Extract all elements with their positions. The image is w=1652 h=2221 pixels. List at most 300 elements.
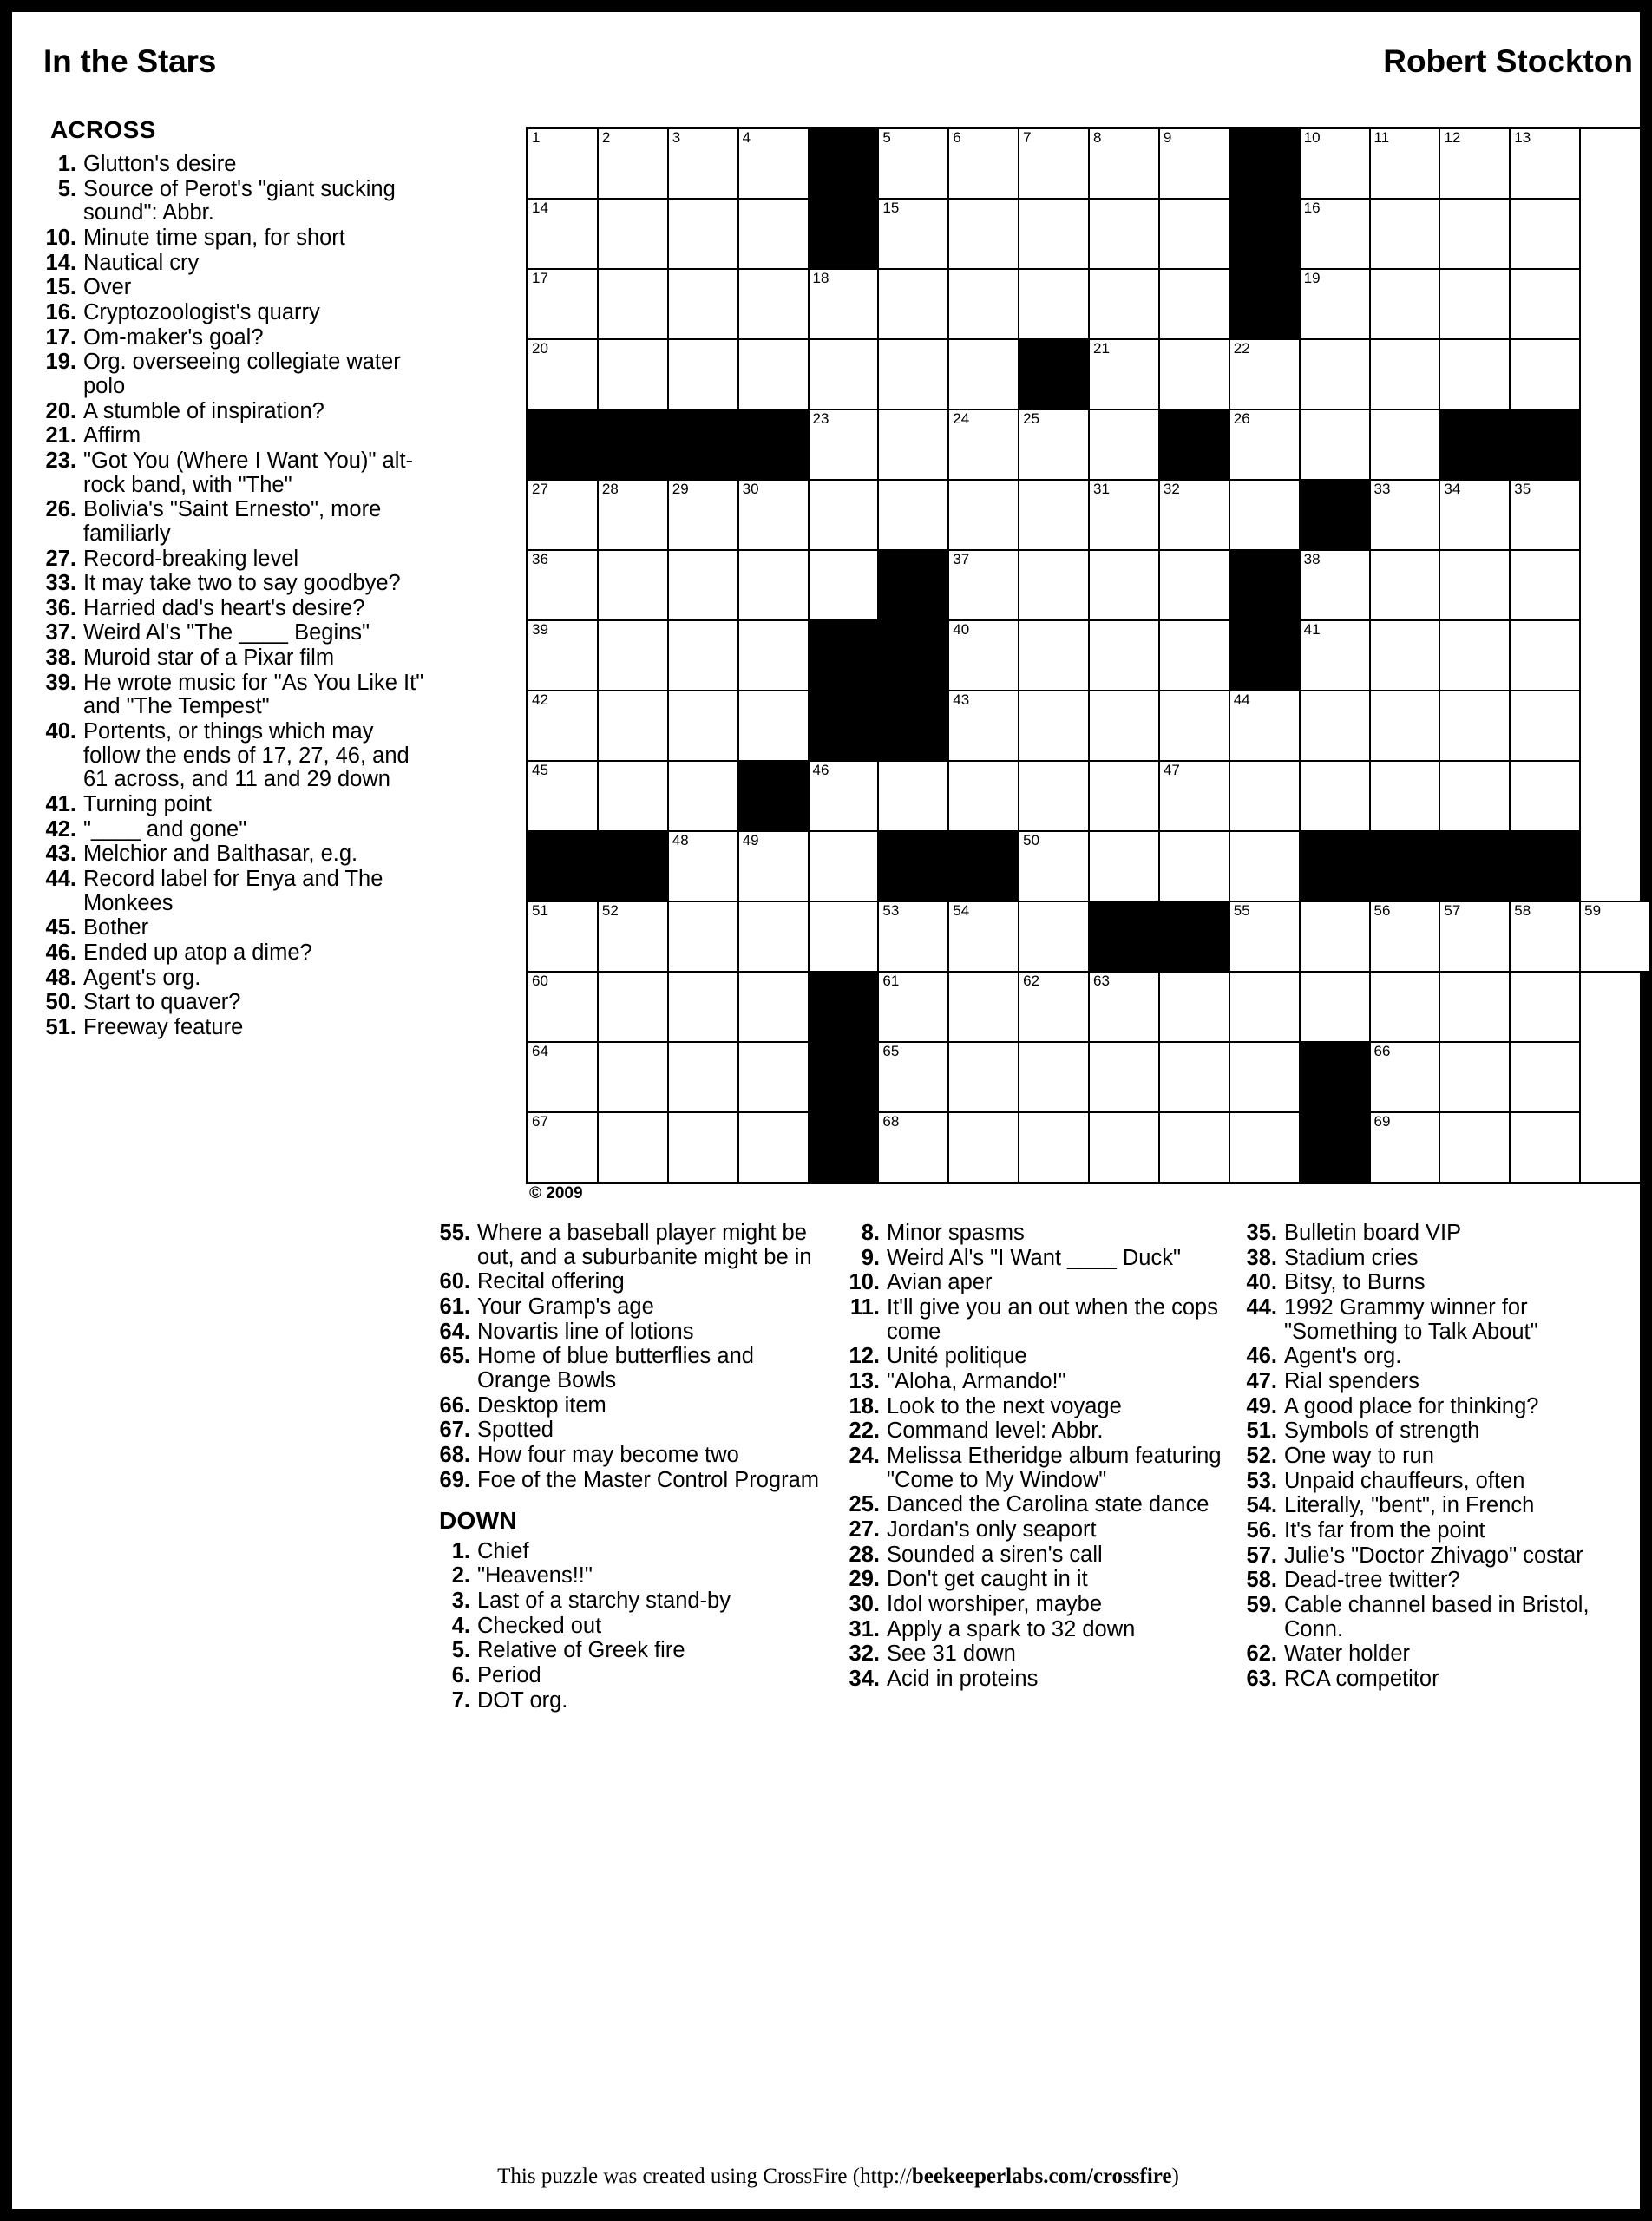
clue-item[interactable] xyxy=(45,941,436,966)
grid-cell[interactable] xyxy=(598,901,668,972)
grid-cell[interactable] xyxy=(1370,128,1440,200)
grid-cell[interactable] xyxy=(1229,339,1300,409)
grid-cell[interactable] xyxy=(1439,972,1510,1042)
grid-cell[interactable] xyxy=(1159,1042,1229,1112)
grid-cell[interactable] xyxy=(738,339,809,409)
grid-cell[interactable] xyxy=(1229,480,1300,550)
clue-item[interactable] xyxy=(849,1568,1237,1592)
clue-item[interactable] xyxy=(45,818,436,842)
grid-cell[interactable] xyxy=(1510,269,1580,339)
clue-item[interactable] xyxy=(1246,1222,1628,1246)
clue-item[interactable] xyxy=(1246,1370,1628,1394)
grid-cell[interactable] xyxy=(668,620,738,691)
grid-cell[interactable] xyxy=(1300,409,1370,480)
grid-cell[interactable] xyxy=(528,761,598,831)
grid-cell[interactable] xyxy=(598,972,668,1042)
clue-item[interactable] xyxy=(45,1016,436,1040)
grid-cell-block xyxy=(809,620,879,691)
grid-cell[interactable] xyxy=(1019,128,1089,200)
grid-cell[interactable] xyxy=(878,128,948,200)
clue-number: 49. xyxy=(1246,1393,1277,1418)
clue-item[interactable] xyxy=(45,400,436,424)
grid-cell[interactable] xyxy=(1510,339,1580,409)
grid-cell[interactable] xyxy=(1370,901,1440,972)
grid-cell[interactable] xyxy=(1089,972,1159,1042)
grid-cell[interactable] xyxy=(1019,1112,1089,1183)
grid-cell[interactable] xyxy=(1370,480,1440,550)
grid-cell[interactable] xyxy=(1229,1042,1300,1112)
crossword-grid-table[interactable] xyxy=(526,127,1652,1184)
grid-cell[interactable] xyxy=(1019,831,1089,901)
clue-item[interactable] xyxy=(1246,1247,1628,1271)
grid-cell-block xyxy=(528,409,598,480)
grid-cell[interactable] xyxy=(1510,550,1580,620)
grid-cell[interactable] xyxy=(1019,972,1089,1042)
crossword-grid[interactable] xyxy=(526,127,1652,1184)
grid-cell[interactable] xyxy=(1510,128,1580,200)
clue-item[interactable] xyxy=(849,1345,1237,1369)
clue-item[interactable] xyxy=(439,1222,829,1269)
grid-cell[interactable] xyxy=(598,691,668,761)
grid-cell[interactable] xyxy=(598,550,668,620)
grid-cell[interactable] xyxy=(1089,761,1159,831)
grid-cell[interactable] xyxy=(948,339,1019,409)
grid-cell[interactable] xyxy=(1229,409,1300,480)
clue-item[interactable] xyxy=(1246,1296,1628,1344)
grid-cell[interactable] xyxy=(1019,550,1089,620)
grid-cell[interactable] xyxy=(738,480,809,550)
grid-cell[interactable] xyxy=(1439,550,1510,620)
clue-item[interactable] xyxy=(439,1689,829,1713)
clue-item[interactable] xyxy=(1246,1445,1628,1469)
grid-cell[interactable] xyxy=(528,1112,598,1183)
grid-cell[interactable] xyxy=(878,1042,948,1112)
grid-cell[interactable] xyxy=(528,550,598,620)
grid-cell[interactable] xyxy=(1510,691,1580,761)
grid-cell[interactable] xyxy=(528,620,598,691)
grid-cell[interactable] xyxy=(1439,1042,1510,1112)
grid-cell[interactable] xyxy=(1439,339,1510,409)
clue-item[interactable] xyxy=(849,1271,1237,1295)
grid-cell[interactable] xyxy=(1439,761,1510,831)
grid-cell[interactable] xyxy=(528,128,598,200)
grid-cell[interactable] xyxy=(809,269,879,339)
grid-cell[interactable] xyxy=(1370,972,1440,1042)
grid-cell[interactable] xyxy=(878,901,948,972)
clue-item[interactable] xyxy=(1246,1271,1628,1295)
grid-cell[interactable] xyxy=(598,339,668,409)
grid-cell[interactable] xyxy=(668,269,738,339)
clue-item[interactable] xyxy=(849,1445,1237,1492)
clue-item[interactable] xyxy=(1246,1494,1628,1518)
grid-cell[interactable] xyxy=(1159,128,1229,200)
grid-cell[interactable] xyxy=(948,1042,1019,1112)
grid-cell[interactable] xyxy=(738,269,809,339)
grid-cell[interactable] xyxy=(1089,339,1159,409)
clue-item[interactable] xyxy=(1246,1419,1628,1444)
grid-cell-number: 29 xyxy=(672,481,689,497)
clue-item[interactable] xyxy=(439,1469,829,1493)
grid-cell[interactable] xyxy=(1510,620,1580,691)
clue-text: Melissa Etheridge album featuring "Come to My Window" xyxy=(887,1443,1222,1492)
grid-cell[interactable] xyxy=(1439,901,1510,972)
grid-cell[interactable] xyxy=(668,199,738,269)
grid-cell[interactable] xyxy=(1159,1112,1229,1183)
grid-cell[interactable] xyxy=(1370,761,1440,831)
clue-item[interactable] xyxy=(45,621,436,645)
clue-number: 51. xyxy=(45,1014,76,1039)
grid-cell[interactable] xyxy=(1159,199,1229,269)
grid-cell-number: 43 xyxy=(953,691,970,708)
clue-text: How four may become two xyxy=(477,1442,739,1467)
clue-item[interactable] xyxy=(849,1370,1237,1394)
grid-cell[interactable] xyxy=(738,831,809,901)
grid-cell[interactable] xyxy=(1229,972,1300,1042)
grid-cell[interactable] xyxy=(1159,972,1229,1042)
grid-cell[interactable] xyxy=(738,1112,809,1183)
grid-cell[interactable] xyxy=(528,901,598,972)
grid-cell[interactable] xyxy=(878,199,948,269)
grid-cell[interactable] xyxy=(738,128,809,200)
grid-cell[interactable] xyxy=(948,550,1019,620)
grid-cell[interactable] xyxy=(809,339,879,409)
clue-item[interactable] xyxy=(439,1394,829,1418)
clue-number: 3. xyxy=(451,1588,470,1613)
clue-item[interactable] xyxy=(849,1593,1237,1617)
clue-item[interactable] xyxy=(45,720,436,792)
grid-cell[interactable] xyxy=(1370,1042,1440,1112)
clue-item[interactable] xyxy=(849,1296,1237,1344)
grid-cell[interactable] xyxy=(1089,480,1159,550)
grid-cell[interactable] xyxy=(1089,691,1159,761)
grid-cell-number: 50 xyxy=(1023,832,1040,848)
grid-cell-block xyxy=(528,831,598,901)
clue-item[interactable] xyxy=(45,991,436,1015)
clue-text: Agent's org. xyxy=(83,965,201,990)
grid-cell[interactable] xyxy=(1229,691,1300,761)
grid-cell[interactable] xyxy=(528,972,598,1042)
grid-cell[interactable] xyxy=(1510,199,1580,269)
grid-cell[interactable] xyxy=(598,761,668,831)
grid-cell[interactable] xyxy=(1370,199,1440,269)
grid-cell[interactable] xyxy=(878,1112,948,1183)
clue-item[interactable] xyxy=(849,1518,1237,1543)
grid-cell[interactable] xyxy=(1300,550,1370,620)
clue-item[interactable] xyxy=(45,966,436,991)
grid-cell[interactable] xyxy=(1300,691,1370,761)
clue-item[interactable] xyxy=(1246,1594,1628,1641)
grid-cell[interactable] xyxy=(948,409,1019,480)
clue-item[interactable] xyxy=(45,178,436,226)
grid-cell[interactable] xyxy=(1089,409,1159,480)
grid-cell[interactable] xyxy=(528,199,598,269)
clue-number: 67. xyxy=(439,1418,470,1443)
grid-cell[interactable] xyxy=(1089,831,1159,901)
grid-cell-number: 38 xyxy=(1303,551,1321,567)
grid-cell[interactable] xyxy=(1019,480,1089,550)
grid-cell[interactable] xyxy=(1510,761,1580,831)
grid-cell[interactable] xyxy=(878,972,948,1042)
clue-item[interactable] xyxy=(849,1247,1237,1271)
grid-cell-block xyxy=(878,620,948,691)
grid-cell[interactable] xyxy=(1370,269,1440,339)
clue-item[interactable] xyxy=(849,1395,1237,1419)
grid-cell[interactable] xyxy=(1439,480,1510,550)
grid-cell[interactable] xyxy=(1229,1112,1300,1183)
clue-item[interactable] xyxy=(439,1320,829,1345)
grid-cell[interactable] xyxy=(948,901,1019,972)
clue-item[interactable] xyxy=(439,1295,829,1320)
grid-cell[interactable] xyxy=(528,691,598,761)
clue-text: Look to the next voyage xyxy=(887,1393,1122,1418)
clue-item[interactable] xyxy=(45,572,436,596)
grid-cell[interactable] xyxy=(948,1112,1019,1183)
grid-cell[interactable] xyxy=(1019,620,1089,691)
clue-item[interactable] xyxy=(439,1270,829,1294)
grid-cell[interactable] xyxy=(1370,339,1440,409)
grid-cell[interactable] xyxy=(1229,831,1300,901)
grid-cell[interactable] xyxy=(1439,128,1510,200)
grid-cell[interactable] xyxy=(948,480,1019,550)
grid-cell[interactable] xyxy=(878,480,948,550)
grid-cell[interactable] xyxy=(1300,972,1370,1042)
grid-cell[interactable] xyxy=(948,620,1019,691)
grid-cell-number: 39 xyxy=(532,621,548,638)
grid-cell[interactable] xyxy=(738,901,809,972)
grid-cell[interactable] xyxy=(668,550,738,620)
grid-cell[interactable] xyxy=(1370,691,1440,761)
grid-cell[interactable] xyxy=(738,691,809,761)
clue-item[interactable] xyxy=(849,1618,1237,1642)
grid-cell[interactable] xyxy=(1510,1042,1580,1112)
grid-cell[interactable] xyxy=(528,269,598,339)
grid-cell[interactable] xyxy=(948,691,1019,761)
grid-cell[interactable] xyxy=(1159,269,1229,339)
grid-cell[interactable] xyxy=(1300,620,1370,691)
clue-number: 26. xyxy=(45,497,76,522)
grid-cell[interactable] xyxy=(1159,480,1229,550)
grid-cell[interactable] xyxy=(598,1112,668,1183)
clue-item[interactable] xyxy=(439,1444,829,1468)
clue-item[interactable] xyxy=(45,351,436,398)
grid-cell[interactable] xyxy=(1019,691,1089,761)
clue-item[interactable] xyxy=(45,424,436,449)
clue-item[interactable] xyxy=(849,1222,1237,1246)
grid-cell[interactable] xyxy=(1159,339,1229,409)
grid-cell[interactable] xyxy=(1159,550,1229,620)
clue-item[interactable] xyxy=(45,597,436,621)
grid-cell[interactable] xyxy=(598,620,668,691)
grid-cell[interactable] xyxy=(598,199,668,269)
clue-item[interactable] xyxy=(439,1615,829,1639)
grid-cell-number: 17 xyxy=(532,270,548,286)
clue-item[interactable] xyxy=(45,547,436,572)
grid-cell[interactable] xyxy=(598,480,668,550)
grid-cell[interactable] xyxy=(878,269,948,339)
grid-cell[interactable] xyxy=(738,972,809,1042)
grid-cell[interactable] xyxy=(528,339,598,409)
grid-cell[interactable] xyxy=(1089,620,1159,691)
grid-cell[interactable] xyxy=(668,128,738,200)
grid-cell[interactable] xyxy=(1300,761,1370,831)
grid-cell[interactable] xyxy=(668,831,738,901)
clue-item[interactable] xyxy=(45,301,436,325)
grid-cell[interactable] xyxy=(1300,269,1370,339)
grid-cell[interactable] xyxy=(1019,901,1089,972)
grid-cell[interactable] xyxy=(1439,1112,1510,1183)
clue-item[interactable] xyxy=(45,672,436,719)
grid-cell[interactable] xyxy=(1229,761,1300,831)
grid-cell[interactable] xyxy=(1370,550,1440,620)
grid-cell[interactable] xyxy=(668,901,738,972)
grid-cell[interactable] xyxy=(1510,972,1580,1042)
grid-cell-block xyxy=(1229,620,1300,691)
grid-cell[interactable] xyxy=(1019,1042,1089,1112)
clue-item[interactable] xyxy=(1246,1544,1628,1569)
grid-cell[interactable] xyxy=(809,550,879,620)
footer-link[interactable]: beekeeperlabs.com/crossfire xyxy=(911,2165,1172,2188)
grid-cell[interactable] xyxy=(668,480,738,550)
clue-item[interactable] xyxy=(45,842,436,867)
grid-cell[interactable] xyxy=(1089,128,1159,200)
grid-cell[interactable] xyxy=(668,339,738,409)
clue-number: 2. xyxy=(451,1563,470,1589)
grid-cell[interactable] xyxy=(809,831,879,901)
grid-cell[interactable] xyxy=(738,199,809,269)
clue-item[interactable] xyxy=(45,449,436,497)
grid-cell[interactable] xyxy=(598,128,668,200)
clue-item[interactable] xyxy=(1246,1667,1628,1692)
clue-item[interactable] xyxy=(849,1642,1237,1667)
grid-cell[interactable] xyxy=(1159,761,1229,831)
grid-cell[interactable] xyxy=(1439,691,1510,761)
grid-cell[interactable] xyxy=(1580,901,1650,972)
grid-cell[interactable] xyxy=(1370,1112,1440,1183)
clue-item[interactable] xyxy=(439,1345,829,1392)
grid-cell[interactable] xyxy=(1089,550,1159,620)
clue-item[interactable] xyxy=(1246,1395,1628,1419)
clue-item[interactable] xyxy=(45,252,436,276)
grid-cell[interactable] xyxy=(1300,128,1370,200)
grid-cell[interactable] xyxy=(948,761,1019,831)
grid-cell[interactable] xyxy=(598,1042,668,1112)
grid-cell[interactable] xyxy=(1159,691,1229,761)
grid-cell[interactable] xyxy=(1229,901,1300,972)
grid-cell[interactable] xyxy=(878,339,948,409)
grid-cell[interactable] xyxy=(668,761,738,831)
grid-cell[interactable] xyxy=(1019,199,1089,269)
grid-cell[interactable] xyxy=(948,972,1019,1042)
grid-cell[interactable] xyxy=(809,480,879,550)
clue-item[interactable] xyxy=(45,326,436,351)
clue-text: Acid in proteins xyxy=(887,1666,1039,1691)
grid-cell[interactable] xyxy=(598,269,668,339)
clue-item[interactable] xyxy=(439,1540,829,1564)
grid-cell[interactable] xyxy=(1300,901,1370,972)
clue-text: Weird Al's "The ____ Begins" xyxy=(83,620,370,645)
grid-cell[interactable] xyxy=(528,1042,598,1112)
grid-cell[interactable] xyxy=(948,269,1019,339)
grid-cell[interactable] xyxy=(1300,199,1370,269)
grid-cell-number: 13 xyxy=(1514,129,1531,146)
grid-cell[interactable] xyxy=(1159,831,1229,901)
clue-item[interactable] xyxy=(849,1419,1237,1444)
clue-text: Rial spenders xyxy=(1284,1368,1419,1393)
grid-cell[interactable] xyxy=(668,1112,738,1183)
clue-item[interactable] xyxy=(45,226,436,251)
grid-cell[interactable] xyxy=(738,620,809,691)
grid-cell[interactable] xyxy=(809,901,879,972)
clue-item[interactable] xyxy=(45,646,436,671)
grid-cell[interactable] xyxy=(1370,409,1440,480)
clue-item[interactable] xyxy=(45,916,436,940)
clue-item[interactable] xyxy=(1246,1470,1628,1494)
clue-item[interactable] xyxy=(45,793,436,817)
grid-cell[interactable] xyxy=(1439,620,1510,691)
grid-cell[interactable] xyxy=(668,1042,738,1112)
grid-cell[interactable] xyxy=(1019,761,1089,831)
grid-cell[interactable] xyxy=(1089,1112,1159,1183)
clue-item[interactable] xyxy=(1246,1569,1628,1593)
grid-cell[interactable] xyxy=(948,128,1019,200)
clue-item[interactable] xyxy=(439,1639,829,1663)
grid-cell[interactable] xyxy=(1439,199,1510,269)
grid-cell[interactable] xyxy=(878,761,948,831)
grid-cell[interactable] xyxy=(528,480,598,550)
clue-item[interactable] xyxy=(45,153,436,177)
grid-cell[interactable] xyxy=(1159,620,1229,691)
clue-item[interactable] xyxy=(45,868,436,915)
clue-item[interactable] xyxy=(439,1664,829,1688)
grid-cell[interactable] xyxy=(668,691,738,761)
grid-cell[interactable] xyxy=(668,972,738,1042)
clue-item[interactable] xyxy=(45,276,436,300)
grid-cell[interactable] xyxy=(1370,620,1440,691)
grid-cell[interactable] xyxy=(809,761,879,831)
clue-item[interactable] xyxy=(439,1589,829,1614)
grid-cell[interactable] xyxy=(1019,269,1089,339)
grid-cell[interactable] xyxy=(1510,480,1580,550)
grid-cell[interactable] xyxy=(738,1042,809,1112)
clue-item[interactable] xyxy=(439,1418,829,1443)
clue-text: Om-maker's goal? xyxy=(83,324,264,350)
grid-cell[interactable] xyxy=(738,550,809,620)
clue-item[interactable] xyxy=(1246,1519,1628,1543)
grid-cell[interactable] xyxy=(1089,1042,1159,1112)
clue-item[interactable] xyxy=(1246,1345,1628,1369)
grid-cell[interactable] xyxy=(1300,339,1370,409)
grid-cell[interactable] xyxy=(1510,901,1580,972)
grid-cell[interactable] xyxy=(1089,199,1159,269)
grid-cell-block xyxy=(809,1112,879,1183)
grid-cell-number: 15 xyxy=(882,200,900,216)
grid-cell[interactable] xyxy=(1089,269,1159,339)
clue-item[interactable] xyxy=(439,1564,829,1589)
clue-item[interactable] xyxy=(849,1543,1237,1568)
grid-row xyxy=(528,761,1651,831)
grid-cell[interactable] xyxy=(809,409,879,480)
grid-cell[interactable] xyxy=(948,199,1019,269)
grid-cell[interactable] xyxy=(1510,1112,1580,1183)
grid-cell[interactable] xyxy=(878,409,948,480)
clue-item[interactable] xyxy=(849,1667,1237,1692)
grid-cell[interactable] xyxy=(1019,409,1089,480)
clue-item[interactable] xyxy=(45,498,436,546)
grid-cell[interactable] xyxy=(1439,269,1510,339)
clue-text: Relative of Greek fire xyxy=(477,1638,685,1663)
clue-item[interactable] xyxy=(849,1493,1237,1517)
clue-item[interactable] xyxy=(1246,1642,1628,1667)
